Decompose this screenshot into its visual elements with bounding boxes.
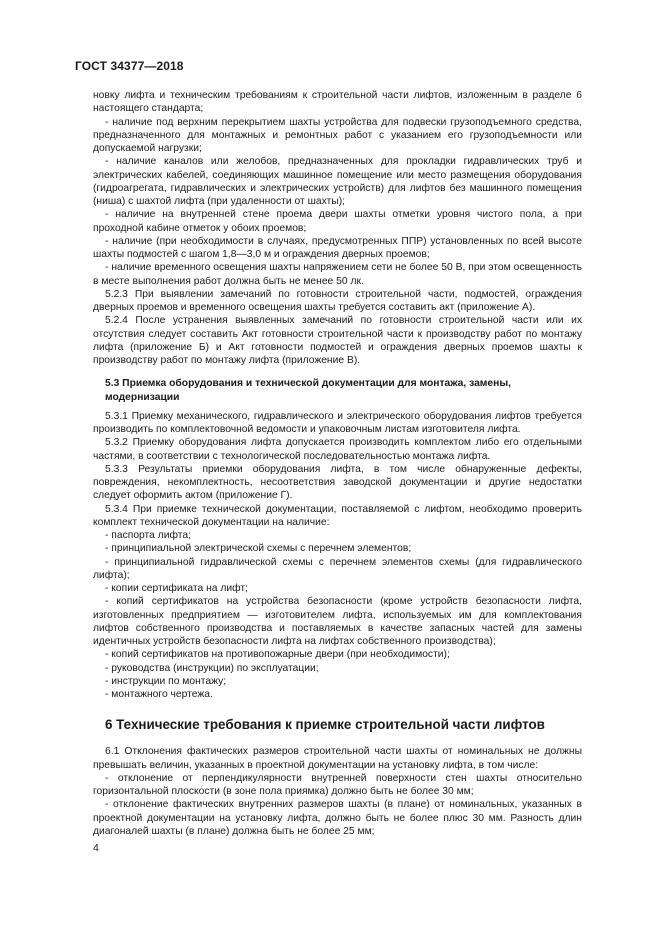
paragraph: - отклонение фактических внутренних размеров шахты (в плане) от номинальных, указанных в проектной документации на установку лифта, должно быть не более плюс 30 мм. Разность длин диагоналей шахты (в плане) должна быть не более 25 мм; [93,799,582,837]
paragraph: - руководства (инструкции) по эксплуатации; [105,662,319,674]
paragraph: - паспорта лифта; [105,530,191,541]
paragraph: - копий сертификатов на противопожарные двери (при необходимости); [105,649,450,661]
paragraphs-top [93,89,582,367]
paragraph: - наличие временного освещения шахты напряжением сети не более 50 В, при этом освещенность в месте выполнения работ должна быть не менее 50 лк. [93,262,582,287]
section-title: 6 Технические требования к приемке строительной части лифтов [105,717,545,733]
paragraph: - принципиальной электрической схемы с перечнем элементов; [105,543,412,555]
paragraph: - наличие каналов или желобов, предназначенных для прокладки гидравлических труб и электрических кабелей, соединяющих машинное помещение или место размещения оборудования (гидроагрегата, гидравлических и электрических устройств) для лифтов без машинного помещения (ниша) с шахтой лифта (при удаленности от шахты); [93,156,582,207]
paragraphs-bottom [93,745,582,838]
paragraph: - наличие под верхним перекрытием шахты устройства для подвески грузоподъемного средства, предназначенного для монтажных и ремонтных работ с указанием его грузоподъемности или допускаемой нагрузки; [93,116,582,154]
paragraph: - монтажного чертежа. [105,689,213,700]
document-body [93,89,582,838]
paragraph: - инструкции по монтажу; [105,675,227,687]
subsection-title: 5.3 Приемка оборудования и технической документации для монтажа, замены, модернизации [105,378,512,403]
paragraph: - отклонение от перпендикулярности внутренней поверхности стен шахты относительно горизонтальной плоскости (в зоне пола приямка) должно быть не более 30 мм; [93,772,582,797]
paragraph: 5.3.1 Приемку механического, гидравлического и электрического оборудования лифтов требуется производить по комплектовочной ведомости и упаковочным листам изготовителя лифта. [93,410,582,435]
document-header: ГОСТ 34377—2018 [75,59,184,73]
paragraph: - копии сертификата на лифт; [105,583,248,594]
page-number: 4 [93,842,99,854]
paragraph: - наличие (при необходимости в случаях, предусмотренных ППР) установленных по всей высоте шахты подмостей с шагом 1,8—3,0 м и ограждения дверных проемов; [93,235,582,260]
paragraph: 6.1 Отклонения фактических размеров строительной части шахты от номинальных не должны превышать величин, указанных в проектной документации на установку лифта, в том числе: [93,746,582,771]
paragraph: 5.3.4 При приемке технической документации, поставляемой с лифтом, необходимо проверить комплект технической документации на наличие: [93,503,582,528]
paragraph: 5.2.3 При выявлении замечаний по готовности строительной части, подмостей, ограждения дверных проемов и временного освещения шахты требуется составить акт (приложение А). [93,288,582,313]
paragraphs-mid [93,410,582,702]
paragraph: - принципиальной гидравлической схемы с перечнем элементов схемы (для гидравлического лифта); [93,556,582,581]
paragraph: 5.2.4 После устранения выявленных замечаний по готовности строительной части или их отсутствия следует составить Акт готовности строительной части к производству работ по монтажу лифта (приложение Б) и Акт готовности подмостей и ограждения дверных проемов шахты к производству работ по монтажу лифта (приложение В). [93,315,582,366]
paragraph: - наличие на внутренней стене проема двери шахты отметки уровня чистого пола, а при проходной кабине отметок у обоих проемов; [93,209,582,234]
paragraph: 5.3.2 Приемку оборудования лифта допускается производить комплектом либо его отдельными частями, в соответствии с технологической последовательностью монтажа лифта. [93,437,582,462]
paragraph: - копий сертификатов на устройства безопасности (кроме устройств безопасности лифта, изготовленных предприятием — изготовителем лифта, используемых им для комплектования лифтов собственного производства и поставляемых в качестве запасных частей для замены идентичных устройств безопасности лифта на лифтах собственного производства); [93,596,582,647]
paragraph: 5.3.3 Результаты приемки оборудования лифта, в том числе обнаруженные дефекты, повреждения, некомплектность, несоответствия заводской документации и другие недостатки следует оформить актом (приложение Г). [93,463,582,502]
paragraph: новку лифта и техническим требованиям к строительной части лифтов, изложенным в разделе 6 настоящего стандарта; [93,90,582,115]
